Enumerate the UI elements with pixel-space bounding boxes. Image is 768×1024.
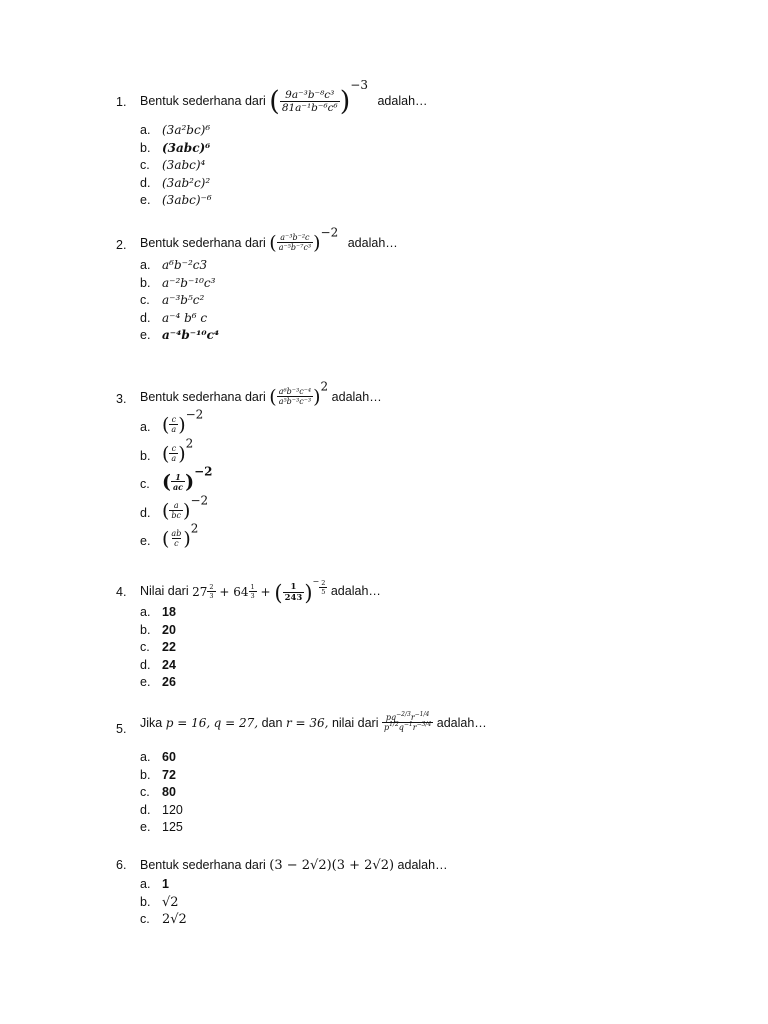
question-expression: (3 − 2√2)(3 + 2√2): [269, 858, 395, 873]
question-text: Bentuk sederhana dari (3 − 2√2)(3 + 2√2) adalah…: [140, 858, 448, 873]
question-expression: ( $\frac{\text{a⁶b⁻³c⁻⁴}}{\text{a⁵b⁻³c⁻³}}$ )$^2$: [269, 379, 329, 408]
question-number: 4.: [116, 585, 127, 599]
question-text: Jika p = 16, q = 27, dan r = 36, nilai dari $\frac{pq^{-2/3}r^{-1/4}}{p^{1/2}q^{-1}r^{-3/4}}$ adalah…: [140, 711, 487, 732]
question-expression: $\frac{pq^{-2/3}r^{-1/4}}{p^{1/2}q^{-1}r^{-3/4}}$: [383, 711, 432, 732]
question-expression: ( $\frac{\text{9a⁻³b⁻⁸c³}}{\text{81a⁻¹b⁻⁶c⁶}}$ )$^{-3}$: [269, 78, 368, 117]
question-number: 1.: [116, 95, 127, 109]
question-text: Bentuk sederhana dari ( $\frac{\text{a⁶b⁻³c⁻⁴}}{\text{a⁵b⁻³c⁻³}}$ )$^2$ adalah…: [140, 379, 382, 408]
question-number: 5.: [116, 722, 127, 736]
question-number: 2.: [116, 238, 127, 252]
question-text: Bentuk sederhana dari ( $\frac{\text{9a⁻³b⁻⁸c³}}{\text{81a⁻¹b⁻⁶c⁶}}$ )$^{-3}$ adalah…: [140, 78, 428, 117]
document-page: 1. Bentuk sederhana dari ( $\frac{\text{9a⁻³b⁻⁸c³}}{\text{81a⁻¹b⁻⁶c⁶}}$ )$^{-3}$ adalah… a. (3a²bc)⁶ b. (3abc)⁶ c. (3abc)⁴ d. (3ab²c)² e. (3abc)⁻⁶ 2. Bentuk sederhana dari ( $\frac{\text{a⁻³b⁻²c}}{\text{a⁻⁵b⁻⁷c³}}$ )$^{-2}$ adalah… a. a⁶b⁻²c3 b. a⁻²b⁻¹⁰c³ c. a⁻³b⁵c² d. a⁻⁴ b⁶ c e. a⁻⁴b⁻¹⁰c⁴ 3. Bentuk sederhana dari ( $\frac{\text{a⁶b⁻³c⁻⁴}}{\text{a⁵b⁻³c⁻³}}$ )$^2$ adalah… a. ( $\frac{c}{a}$ )$^{-2}$ b. ( $\frac{c}{a}$ )$^2$ c. ( $\frac{1}{ac}$ )$^{-2}$ d. ( $\frac{a}{bc}$ )$^{-2}$ e. ( $\frac{ab}{c}$ )$^2$ 4. Nilai dari 27 $\frac{2}{3}$ + 64 $\frac{1}{3}$ + ( $\frac{1}{243}$ )− $\frac{2}{5}$ adalah… a. 18 b. 20 c. 22 d. 24 e. 26 5. Jika p = 16, q = 27, dan r = 36, nilai dari $\frac{pq^{-2/3}r^{-1/4}}{p^{1/2}q^{-1}r^{-3/4}}$ adalah… a. 60 b. 72 c. 80 d. 120 e. 125 6. Bentuk sederhana dari (3 − 2√2)(3 + 2√2) adalah… a. 1 b. √2 c. 2√2: [116, 78, 487, 928]
question-expression: 27 $\frac{2}{3}$ + 64 $\frac{1}{3}$ + ( $\frac{1}{243}$ )− $\frac{2}{5}$: [192, 577, 326, 605]
question-number: 3.: [116, 392, 127, 406]
question-number: 6.: [116, 858, 127, 872]
question-text: Bentuk sederhana dari ( $\frac{\text{a⁻³b⁻²c}}{\text{a⁻⁵b⁻⁷c³}}$ )$^{-2}$ adalah…: [140, 225, 398, 254]
question-expression: ( $\frac{\text{a⁻³b⁻²c}}{\text{a⁻⁵b⁻⁷c³}}$ )$^{-2}$: [269, 225, 339, 254]
question-text: Nilai dari 27 $\frac{2}{3}$ + 64 $\frac{1}{3}$ + ( $\frac{1}{243}$ )− $\frac{2}{5}$ adalah…: [140, 577, 381, 605]
